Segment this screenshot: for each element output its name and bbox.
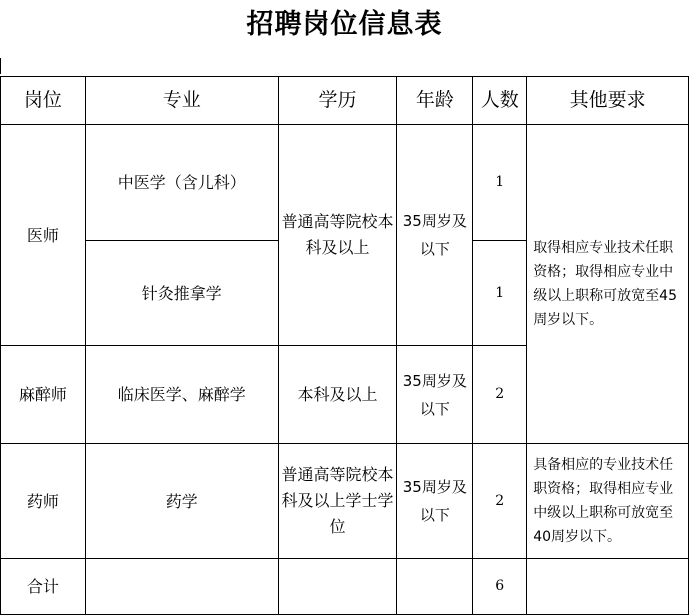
major-cell: 中医学（含儿科） [85,125,278,241]
header-major: 专业 [85,77,278,125]
empty-cell [527,559,689,615]
empty-cell [397,559,473,615]
age-cell: 35周岁及以下 [397,444,473,559]
header-count: 人数 [473,77,527,125]
major-cell: 针灸推拿学 [85,241,278,346]
major-cell: 临床医学、麻醉学 [85,346,278,444]
recruitment-table [0,76,689,615]
empty-cell [278,559,397,615]
total-label: 合计 [1,559,86,615]
position-cell: 药师 [1,444,86,559]
header-education: 学历 [278,77,397,125]
age-cell: 35周岁及以下 [397,346,473,444]
other-requirements-cell: 取得相应专业技术任职资格；取得相应专业中级以上职称可放宽至45周岁以下。 [527,125,689,444]
empty-cell [85,559,278,615]
table-row [1,444,689,559]
table-row [1,125,689,241]
other-requirements-cell: 具备相应的专业技术任职资格；取得相应专业中级以上职称可放宽至40周岁以下。 [527,444,689,559]
position-cell: 麻醉师 [1,346,86,444]
education-cell: 普通高等院校本科及以上 [278,125,397,346]
position-cell: 医师 [1,125,86,346]
header-other: 其他要求 [527,77,689,125]
page-title: 招聘岗位信息表 [246,9,443,40]
age-cell: 35周岁及以下 [397,125,473,346]
margin-mark [0,58,1,74]
total-count: 6 [473,559,527,615]
header-age: 年龄 [397,77,473,125]
count-cell: 2 [473,444,527,559]
major-cell: 药学 [85,444,278,559]
header-row [1,77,689,125]
education-cell: 普通高等院校本科及以上学士学位 [278,444,397,559]
total-row [1,559,689,615]
header-position: 岗位 [1,77,86,125]
count-cell: 1 [473,241,527,346]
count-cell: 1 [473,125,527,241]
education-cell: 本科及以上 [278,346,397,444]
count-cell: 2 [473,346,527,444]
